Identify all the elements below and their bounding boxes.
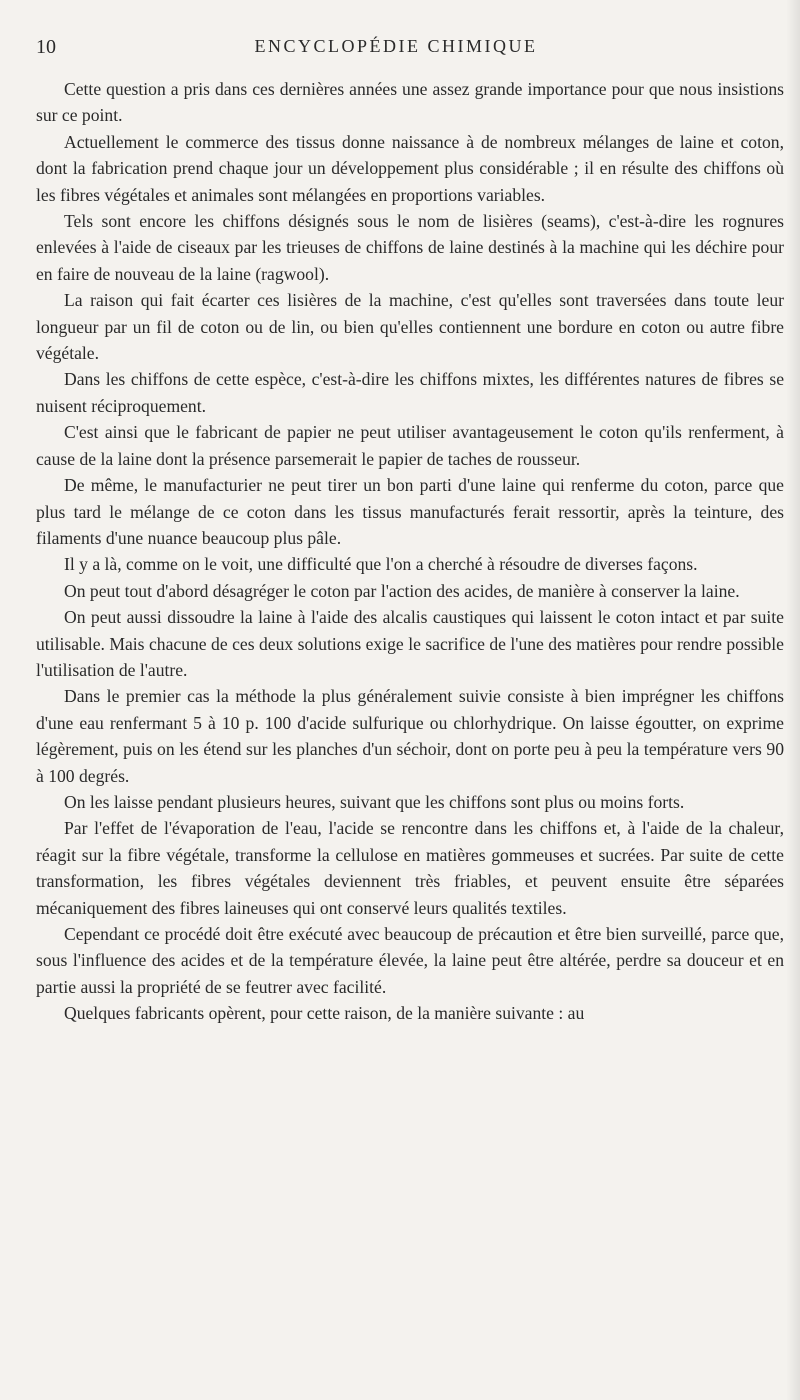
paragraph: Tels sont encore les chiffons désignés sous le nom de lisières (seams), c'est-à-dire les rognures enlevées à l'aide de ciseaux par les trieuses de chiffons de laine destinés à la machine qui les déchire pour en faire de nouveau de la laine (ragwool). xyxy=(36,211,784,284)
paragraph: Dans le premier cas la méthode la plus généralement suivie consiste à bien imprégner les chiffons d'une eau renfermant 5 à 10 p. 100 d'acide sulfurique ou chlorhydrique. On laisse égoutter, on exprime légèrement, puis on les étend sur les planches d'un séchoir, dont on porte peu à peu la température vers 90 à 100 degrés. xyxy=(36,686,784,786)
paragraph: On peut tout d'abord désagréger le coton par l'action des acides, de manière à conserver la laine. xyxy=(64,580,740,601)
paragraph: De même, le manufacturier ne peut tirer un bon parti d'une laine qui renferme du coton, parce que plus tard le mélange de ce coton dans les tissus manufacturés ferait ressortir, après la teinture, des filaments d'une nuance beaucoup plus pâle. xyxy=(36,475,784,548)
page-header xyxy=(36,36,796,66)
paragraph: Cette question a pris dans ces dernières années une assez grande importance pour que nous insistions sur ce point. xyxy=(36,79,784,126)
paragraph: Il y a là, comme on le voit, une difficulté que l'on a cherché à résoudre de diverses façons. xyxy=(64,554,698,575)
paragraph: Cependant ce procédé doit être exécuté avec beaucoup de précaution et être bien surveillé, parce que, sous l'influence des acides et de la température élevée, la laine peut être altérée, perdre sa douceur et en partie aussi la propriété de se feutrer avec facilité. xyxy=(36,924,784,997)
paragraph: La raison qui fait écarter ces lisières de la machine, c'est qu'elles sont traversées dans toute leur longueur par un fil de coton ou de lin, ou bien qu'elles contiennent une bordure en coton ou autre fibre végétale. xyxy=(36,290,784,364)
page-number: 10 xyxy=(36,36,56,58)
paragraph: Par l'effet de l'évaporation de l'eau, l'acide se rencontre dans les chiffons et, à l'aide de la chaleur, réagit sur la fibre végétale, transforme la cellulose en matières gommeuses et sucrées. Par suite de cette transformation, les fibres végétales deviennent très friables, et peuvent ensuite être séparées mécaniquement des fibres laineuses qui ont conservé leurs qualités textiles. xyxy=(36,818,784,918)
paragraph: Dans les chiffons de cette espèce, c'est-à-dire les chiffons mixtes, les différentes natures de fibres se nuisent réciproquement. xyxy=(36,369,784,416)
scan-edge-shadow xyxy=(786,0,800,1400)
body-text xyxy=(36,76,784,1027)
paragraph: Actuellement le commerce des tissus donne naissance à de nombreux mélanges de laine et coton, dont la fabrication prend chaque jour un développement plus considérable ; il en résulte des chiffons où les fibres végétales et animales sont mélangées en proportions variables. xyxy=(36,131,784,205)
paragraph: On les laisse pendant plusieurs heures, suivant que les chiffons sont plus ou moins forts. xyxy=(64,791,685,812)
running-title: ENCYCLOPÉDIE CHIMIQUE xyxy=(254,36,538,56)
paragraph: C'est ainsi que le fabricant de papier ne peut utiliser avantageusement le coton qu'ils renferment, à cause de la laine dont la présence parsemerait le papier de taches de rousseur. xyxy=(36,422,784,469)
paragraph: On peut aussi dissoudre la laine à l'aide des alcalis caustiques qui laissent le coton intact et par suite utilisable. Mais chacune de ces deux solutions exige le sacrifice de l'une des matières pour rendre possible l'utilisation de l'autre. xyxy=(36,607,784,680)
paragraph: Quelques fabricants opèrent, pour cette raison, de la manière suivante : au xyxy=(64,1003,585,1024)
